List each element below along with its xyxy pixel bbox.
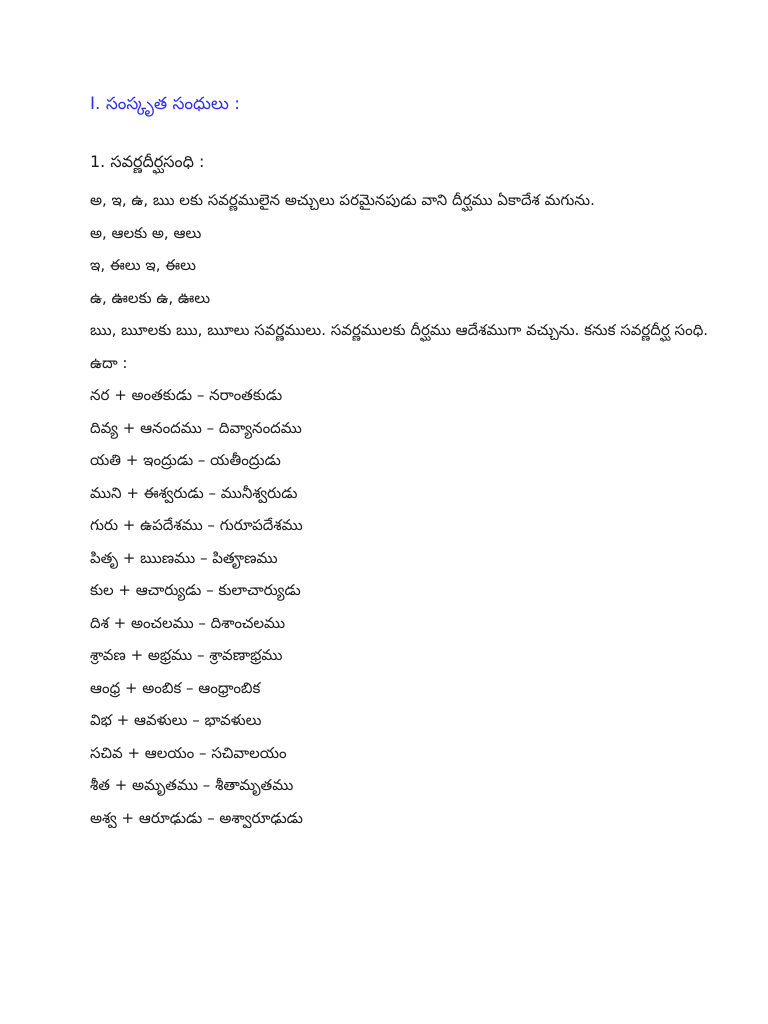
example-item: శీత + అమృతము – శీతామృతము xyxy=(90,776,294,794)
example-item: దిశ + అంచలము – దిశాంచలము xyxy=(90,613,286,632)
section-body xyxy=(90,184,730,834)
example-item: గురు + ఉపదేశము – గురూపదేశము xyxy=(90,516,303,534)
example-label: ఉదా : xyxy=(90,353,128,372)
document-heading: I. సంస్కృత సంధులు : xyxy=(90,94,240,114)
example-item: విభ + ఆవళులు – భావళులు xyxy=(90,711,262,729)
example-list xyxy=(90,379,730,834)
example-item: యతి + ఇంద్రుడు – యతీంద్రుడు xyxy=(90,451,281,469)
example-item: అశ్వ + ఆరూఢుడు – అశ్వారూఢుడు xyxy=(90,808,303,827)
vowel-pair-line: ఉ, ఊలకు ఉ, ఊలు xyxy=(90,288,211,307)
section-title: 1. సవర్ణదీర్ఘసంధి : xyxy=(90,152,205,171)
example-item: ఆంధ్ర + అంబిక – ఆంధ్రాంబిక xyxy=(90,678,261,697)
rule-text: అ, ఇ, ఉ, ఋ లకు సవర్ణములైన అచ్చులు పరమైనపుడు వాని దీర్ఘము ఏకాదేశ మగును. xyxy=(90,191,595,209)
vowel-pair-line: అ, ఆలకు అ, ఆలు xyxy=(90,223,202,242)
example-item: నర + అంతకుడు – నరాంతకుడు xyxy=(90,386,283,404)
example-item: కుల + ఆచార్యుడు – కులాచార్యుడు xyxy=(90,581,301,599)
vowel-pair-line: ఇ, ఈలు ఇ, ఈలు xyxy=(90,256,196,274)
explanation-text: ఋ, ౠలకు ఋ, ౠలు సవర్ణములు. సవర్ణములకు దీర్ఘము ఆదేశముగా వచ్చును. కనుక సవర్ణదీర్ఘ సంధి. xyxy=(90,321,709,339)
example-item: శ్రావణ + అభ్రము – శ్రావణాభ్రము xyxy=(90,646,283,664)
example-item: పితృ + ఋణము – పితౄణము xyxy=(90,548,278,567)
example-item: ముని + ఈశ్వరుడు – మునీశ్వరుడు xyxy=(90,483,298,502)
example-item: సచివ + ఆలయం – సచివాలయం xyxy=(90,743,287,762)
example-item: దివ్య + ఆనందము – దివ్యానందము xyxy=(90,418,302,437)
